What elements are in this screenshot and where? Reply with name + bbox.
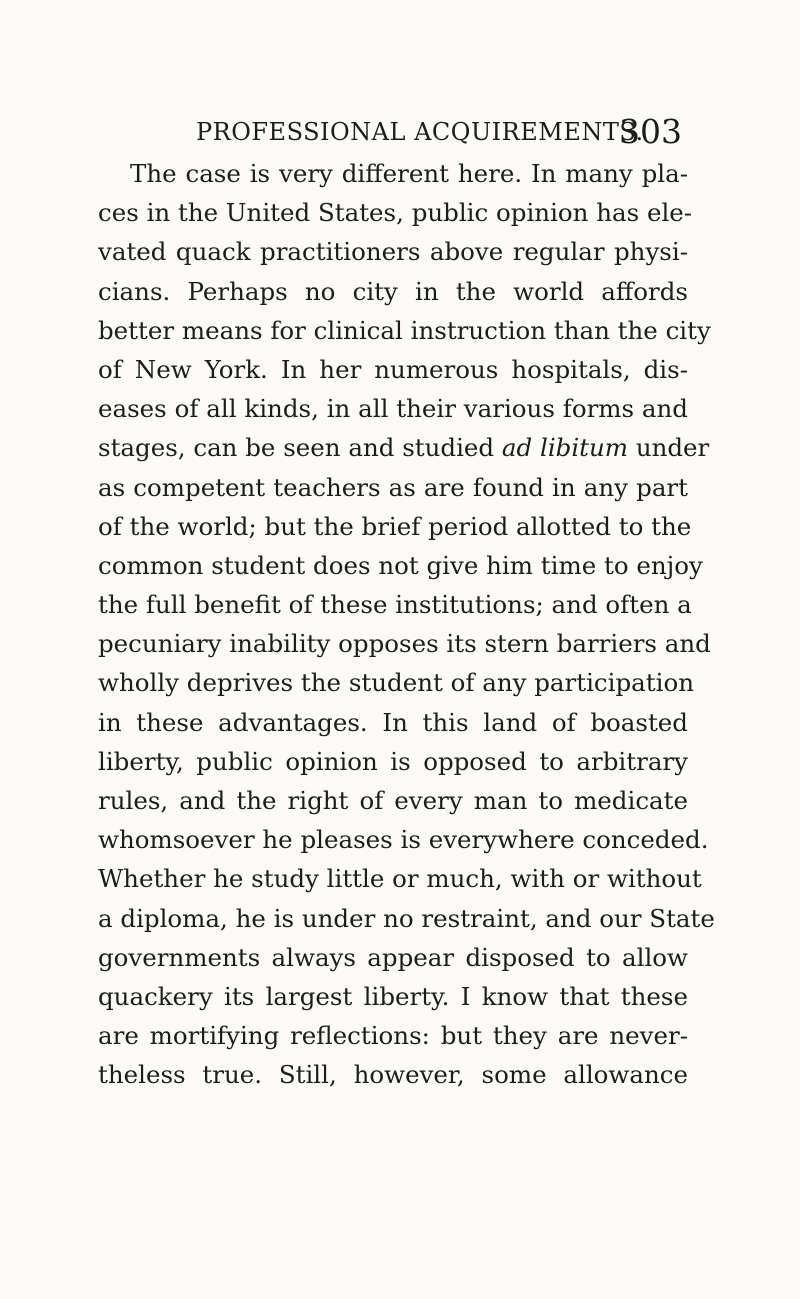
text-line: pecuniary inability opposes its stern barriers and xyxy=(98,629,711,659)
text-line: liberty, public opinion is opposed to arbitrary xyxy=(98,746,688,776)
text-line: theless true. Still, however, some allowance xyxy=(98,1060,688,1090)
page-header xyxy=(196,112,682,152)
text-line: stages, can be seen and studied ad libitum under xyxy=(98,433,710,463)
text-line: quackery its largest liberty. I know that these xyxy=(98,981,688,1011)
text-line: governments always appear disposed to allow xyxy=(98,942,688,972)
page-number: 303 xyxy=(619,112,682,151)
text-line: Whether he study little or much, with or without xyxy=(98,864,702,894)
text-line: vated quack practitioners above regular physi- xyxy=(98,237,688,267)
text-line: of the world; but the brief period allotted to the xyxy=(98,511,692,541)
text-line: the full benefit of these institutions; and often a xyxy=(98,590,692,620)
text-line: of New York. In her numerous hospitals, dis- xyxy=(98,354,688,384)
text-line: The case is very different here. In many pla- xyxy=(130,159,688,188)
text-line: are mortifying reflections: but they are never- xyxy=(98,1021,688,1051)
text-line: in these advantages. In this land of boasted xyxy=(98,707,688,737)
running-head: PROFESSIONAL ACQUIREMENTS. xyxy=(196,118,644,146)
text-line: a diploma, he is under no restraint, and our State xyxy=(98,903,715,933)
text-line: common student does not give him time to enjoy xyxy=(98,550,703,580)
text-line: cians. Perhaps no city in the world affords xyxy=(98,276,688,306)
text-line: whomsoever he pleases is everywhere conceded. xyxy=(98,825,709,855)
text-line: as competent teachers as are found in any part xyxy=(98,472,688,502)
text-line: better means for clinical instruction than the city xyxy=(98,315,711,345)
text-line: ces in the United States, public opinion has ele- xyxy=(98,198,693,228)
body-text xyxy=(98,154,715,1095)
text-line: eases of all kinds, in all their various forms and xyxy=(98,394,688,424)
text-line: wholly deprives the student of any participation xyxy=(98,668,694,698)
text-line: rules, and the right of every man to medicate xyxy=(98,786,688,815)
italic-phrase: ad libitum xyxy=(501,433,629,463)
